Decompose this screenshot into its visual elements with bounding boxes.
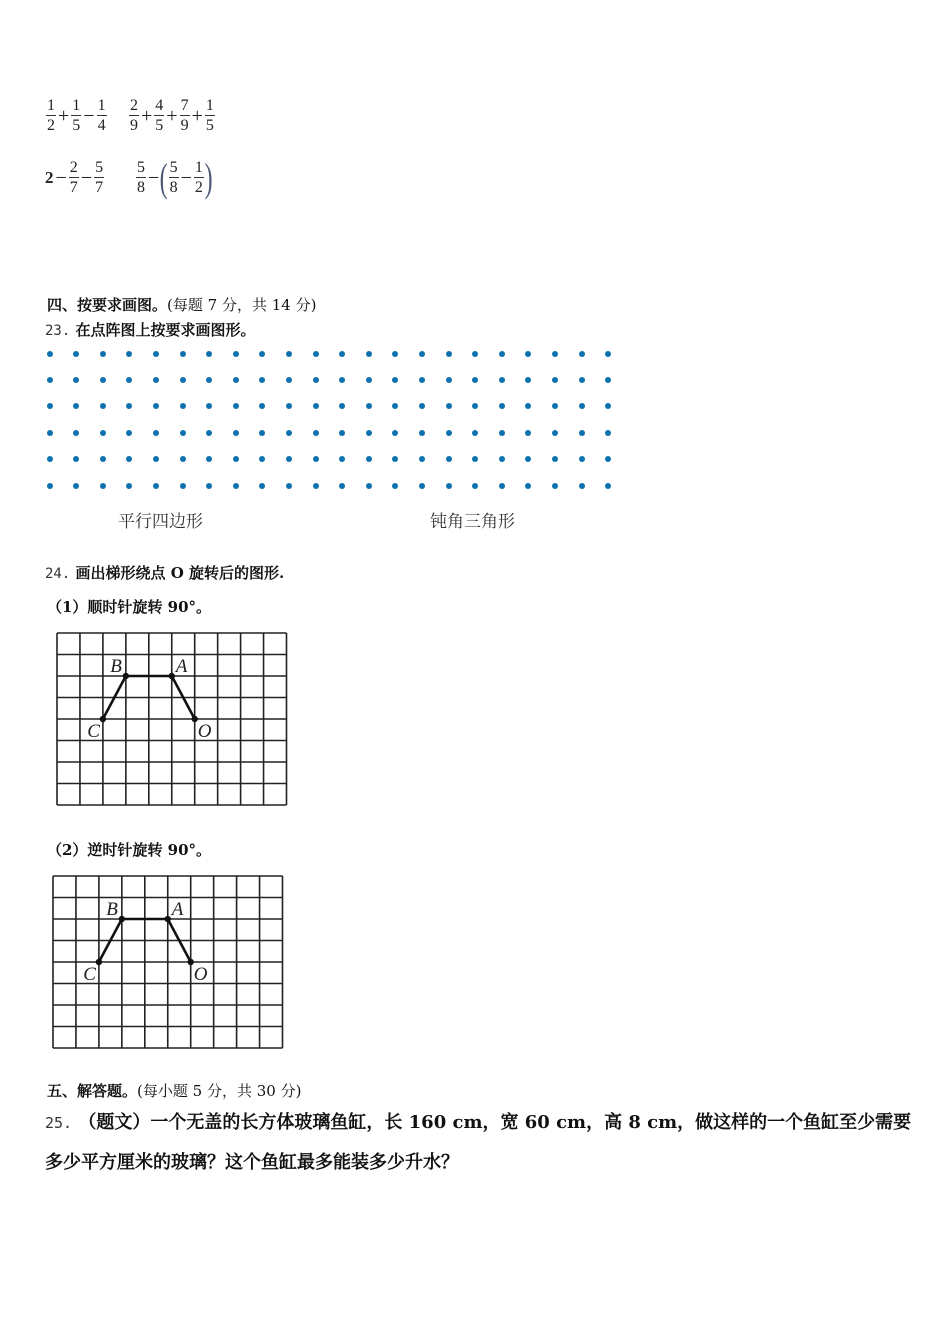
point-A[interactable] (169, 673, 175, 679)
grid-dot[interactable] (446, 483, 452, 489)
parenthesis: ( (159, 155, 168, 200)
grid-dot[interactable] (525, 377, 531, 383)
grid-dot[interactable] (525, 456, 531, 462)
question-text: 画出梯形绕点 O 旋转后的图形. (75, 564, 285, 582)
grid-dot[interactable] (472, 403, 478, 409)
grid-dot[interactable] (233, 351, 239, 357)
grid-dot[interactable] (366, 351, 372, 357)
grid-dot[interactable] (73, 403, 79, 409)
fraction (71, 98, 81, 134)
grid-dot[interactable] (499, 483, 505, 489)
grid-dot[interactable] (313, 377, 319, 383)
grid-dot[interactable] (100, 456, 106, 462)
expression-4 (135, 155, 213, 200)
grid-dot[interactable] (472, 377, 478, 383)
question-24 (45, 562, 284, 583)
expression-1 (45, 98, 108, 134)
grid-dot[interactable] (180, 483, 186, 489)
grid-dot[interactable] (525, 483, 531, 489)
grid-dot[interactable] (313, 430, 319, 436)
fraction (154, 98, 164, 134)
grid-dot[interactable] (126, 403, 132, 409)
grid-dot[interactable] (100, 403, 106, 409)
grid-dot[interactable] (233, 403, 239, 409)
numerator: 5 (137, 159, 145, 176)
denominator: 4 (97, 117, 106, 134)
operator: + (191, 105, 203, 127)
fraction (136, 160, 146, 196)
point-A[interactable] (165, 916, 171, 922)
fraction (205, 98, 215, 134)
grid-dot[interactable] (392, 483, 398, 489)
part-2-label: （2）逆时针旋转 90°。 (47, 841, 212, 859)
point-C[interactable] (100, 716, 106, 722)
grid-dot[interactable] (525, 403, 531, 409)
grid-dot[interactable] (73, 483, 79, 489)
grid-dot[interactable] (286, 456, 292, 462)
point-B[interactable] (119, 916, 125, 922)
part-1-label: （1）顺时针旋转 90°。 (47, 598, 212, 616)
operator: − (83, 105, 95, 127)
grid-dot[interactable] (47, 456, 53, 462)
section-4-title: 四、按要求画图。 (47, 296, 168, 314)
numerator: 4 (155, 97, 164, 114)
point-label-B: B (110, 656, 122, 677)
numerator: 1 (97, 97, 106, 114)
operator: + (58, 105, 70, 127)
grid-dot[interactable] (366, 483, 372, 489)
grid-dot[interactable] (552, 351, 558, 357)
grid-dot[interactable] (100, 430, 106, 436)
denominator: 2 (47, 117, 55, 134)
fraction (169, 160, 179, 196)
grid-dot[interactable] (579, 483, 585, 489)
grid-dot[interactable] (206, 430, 212, 436)
grid-dot[interactable] (339, 456, 345, 462)
section-5-heading (47, 1080, 301, 1101)
operator: + (166, 105, 178, 127)
grid-dot[interactable] (100, 377, 106, 383)
fraction (180, 98, 190, 134)
grid-dot[interactable] (47, 377, 53, 383)
grid-dot[interactable] (286, 403, 292, 409)
question-text-line-2: 多少平方厘米的玻璃？这个鱼缸最多能装多少升水？ (45, 1152, 459, 1173)
fraction (94, 160, 104, 196)
grid-dot[interactable] (153, 351, 159, 357)
denominator: 7 (69, 179, 78, 196)
grid-dot[interactable] (100, 483, 106, 489)
grid-dot[interactable] (366, 456, 372, 462)
grid-dot[interactable] (153, 403, 159, 409)
grid-dot[interactable] (259, 403, 265, 409)
numerator: 2 (69, 159, 78, 176)
grid-dot[interactable] (126, 483, 132, 489)
point-label-O: O (197, 721, 212, 742)
grid-dot[interactable] (552, 430, 558, 436)
grid-dot[interactable] (392, 377, 398, 383)
grid-dot[interactable] (339, 483, 345, 489)
grid-dot[interactable] (472, 351, 478, 357)
numerator: 7 (180, 97, 189, 114)
section-5-title: 五、解答题。 (47, 1082, 138, 1100)
denominator: 8 (169, 179, 178, 196)
point-label-A: A (175, 656, 188, 677)
grid-dot[interactable] (206, 377, 212, 383)
grid-dot[interactable] (180, 351, 186, 357)
grid-dot[interactable] (579, 403, 585, 409)
fraction (69, 160, 79, 196)
point-label-A: A (171, 899, 184, 920)
denominator: 5 (72, 117, 81, 134)
grid-dot[interactable] (206, 456, 212, 462)
section-5-score: (每小题 5 分，共 30 分) (137, 1082, 302, 1100)
grid-dot[interactable] (259, 430, 265, 436)
grid-dot[interactable] (446, 456, 452, 462)
denominator: 5 (205, 117, 214, 134)
grid-dot[interactable] (392, 456, 398, 462)
denominator: 9 (130, 117, 138, 134)
question-number: 24. (45, 566, 71, 582)
numerator: 1 (47, 97, 55, 114)
grid-dot[interactable] (339, 403, 345, 409)
grid-dot[interactable] (153, 377, 159, 383)
grid-dot[interactable] (499, 403, 505, 409)
grid-dot[interactable] (392, 351, 398, 357)
grid-dot[interactable] (206, 403, 212, 409)
grid-dot[interactable] (259, 377, 265, 383)
numerator: 1 (205, 97, 214, 114)
grid-dot[interactable] (286, 351, 292, 357)
fraction (129, 98, 139, 134)
grid-dot[interactable] (153, 430, 159, 436)
grid-dot[interactable] (605, 403, 611, 409)
grid-dot[interactable] (47, 403, 53, 409)
grid-dot[interactable] (339, 377, 345, 383)
grid-dot[interactable] (126, 351, 132, 357)
grid-dot[interactable] (472, 430, 478, 436)
grid-dot[interactable] (73, 456, 79, 462)
grid-dot[interactable] (47, 483, 53, 489)
grid-dot[interactable] (419, 377, 425, 383)
label-obtuse-triangle: 钝角三角形 (430, 512, 515, 532)
grid-dot[interactable] (579, 377, 585, 383)
grid-dot[interactable] (286, 430, 292, 436)
question-number: 23. (45, 323, 71, 339)
grid-dot[interactable] (419, 403, 425, 409)
point-label-B: B (106, 899, 118, 920)
question-23 (45, 319, 256, 340)
grid-dot[interactable] (552, 403, 558, 409)
grid-dot[interactable] (180, 430, 186, 436)
rotation-grid-1[interactable] (50, 626, 295, 812)
grid-dot[interactable] (180, 456, 186, 462)
grid-dot[interactable] (259, 351, 265, 357)
numerator: 1 (72, 97, 81, 114)
question-25 (45, 1103, 915, 1183)
grid-dot[interactable] (153, 456, 159, 462)
section-4-score: (每题 7 分，共 14 分) (167, 296, 317, 314)
fraction (194, 160, 204, 196)
grid-dot[interactable] (366, 430, 372, 436)
grid-dot[interactable] (73, 351, 79, 357)
numerator: 1 (194, 159, 203, 176)
operator: − (148, 167, 160, 189)
denominator: 5 (155, 117, 164, 134)
numerator: 5 (169, 159, 178, 176)
denominator: 8 (137, 179, 145, 196)
grid-dot[interactable] (206, 483, 212, 489)
grid-dot[interactable] (366, 377, 372, 383)
grid-dot[interactable] (180, 377, 186, 383)
label-parallelogram: 平行四边形 (118, 512, 203, 532)
grid-dot[interactable] (579, 430, 585, 436)
grid-dot[interactable] (313, 351, 319, 357)
grid-dot[interactable] (499, 351, 505, 357)
grid-dot[interactable] (313, 456, 319, 462)
parenthesis: ) (204, 155, 213, 200)
operator: − (55, 167, 67, 189)
grid-dot[interactable] (499, 430, 505, 436)
grid-dot[interactable] (73, 377, 79, 383)
rotation-grid-2[interactable] (46, 869, 291, 1055)
grid-dot[interactable] (206, 351, 212, 357)
grid-dot[interactable] (73, 430, 79, 436)
grid-dot[interactable] (499, 456, 505, 462)
grid-dot[interactable] (392, 403, 398, 409)
grid-dot[interactable] (233, 456, 239, 462)
denominator: 7 (95, 179, 104, 196)
operator: + (141, 105, 153, 127)
grid-dot[interactable] (392, 430, 398, 436)
grid-dot[interactable] (579, 351, 585, 357)
denominator: 9 (180, 117, 189, 134)
grid-dot[interactable] (100, 351, 106, 357)
grid-dot[interactable] (446, 377, 452, 383)
expression-3 (45, 160, 105, 196)
grid-dot[interactable] (525, 430, 531, 436)
grid-dot[interactable] (552, 483, 558, 489)
point-C[interactable] (96, 959, 102, 965)
section-4-heading (47, 294, 316, 315)
grid-dot[interactable] (313, 403, 319, 409)
grid-dot[interactable] (446, 351, 452, 357)
expression-2 (128, 98, 216, 134)
grid-dot[interactable] (419, 351, 425, 357)
grid-dot[interactable] (339, 351, 345, 357)
point-B[interactable] (123, 673, 129, 679)
grid-dot[interactable] (499, 377, 505, 383)
operator: − (80, 167, 93, 189)
grid-dot[interactable] (552, 456, 558, 462)
grid-dot[interactable] (126, 456, 132, 462)
grid-dot[interactable] (47, 351, 53, 357)
grid-dot[interactable] (419, 456, 425, 462)
grid-dot[interactable] (153, 483, 159, 489)
grid-dot[interactable] (233, 430, 239, 436)
numerator: 2 (130, 97, 138, 114)
grid-dot[interactable] (472, 456, 478, 462)
grid-dot[interactable] (259, 483, 265, 489)
question-number: 25. (45, 1114, 73, 1132)
grid-dot[interactable] (446, 403, 452, 409)
grid-dot[interactable] (259, 456, 265, 462)
grid-dot[interactable] (180, 403, 186, 409)
grid-dot[interactable] (605, 351, 611, 357)
grid-dot[interactable] (605, 483, 611, 489)
grid-dot[interactable] (419, 430, 425, 436)
denominator: 2 (194, 179, 203, 196)
grid-dot[interactable] (525, 351, 531, 357)
grid-dot[interactable] (233, 483, 239, 489)
grid-dot[interactable] (339, 430, 345, 436)
grid-dot[interactable] (605, 430, 611, 436)
point-label-O: O (193, 964, 208, 985)
grid-dot[interactable] (47, 430, 53, 436)
point-label-C: C (87, 721, 100, 742)
question-text-line-1: （题文）一个无盖的长方体玻璃鱼缸，长 160 cm，宽 60 cm，高 8 cm，做这样的一个鱼缸至少需要 (78, 1112, 912, 1133)
grid-dot[interactable] (472, 483, 478, 489)
grid-dot[interactable] (126, 377, 132, 383)
point-label-C: C (83, 964, 96, 985)
question-text: 在点阵图上按要求画图形。 (75, 321, 256, 339)
grid-dot[interactable] (605, 377, 611, 383)
grid-dot[interactable] (286, 483, 292, 489)
grid-dot[interactable] (419, 483, 425, 489)
numerator: 5 (95, 159, 104, 176)
grid-dot[interactable] (579, 456, 585, 462)
fraction (46, 98, 56, 134)
operator: − (180, 167, 192, 189)
grid-dot[interactable] (446, 430, 452, 436)
grid-dot[interactable] (313, 483, 319, 489)
grid-dot[interactable] (233, 377, 239, 383)
whole-number: 2 (45, 168, 54, 187)
grid-dot[interactable] (605, 456, 611, 462)
grid-dot[interactable] (366, 403, 372, 409)
grid-dot[interactable] (552, 377, 558, 383)
grid-dot[interactable] (126, 430, 132, 436)
grid-dot[interactable] (286, 377, 292, 383)
fraction (97, 98, 107, 134)
